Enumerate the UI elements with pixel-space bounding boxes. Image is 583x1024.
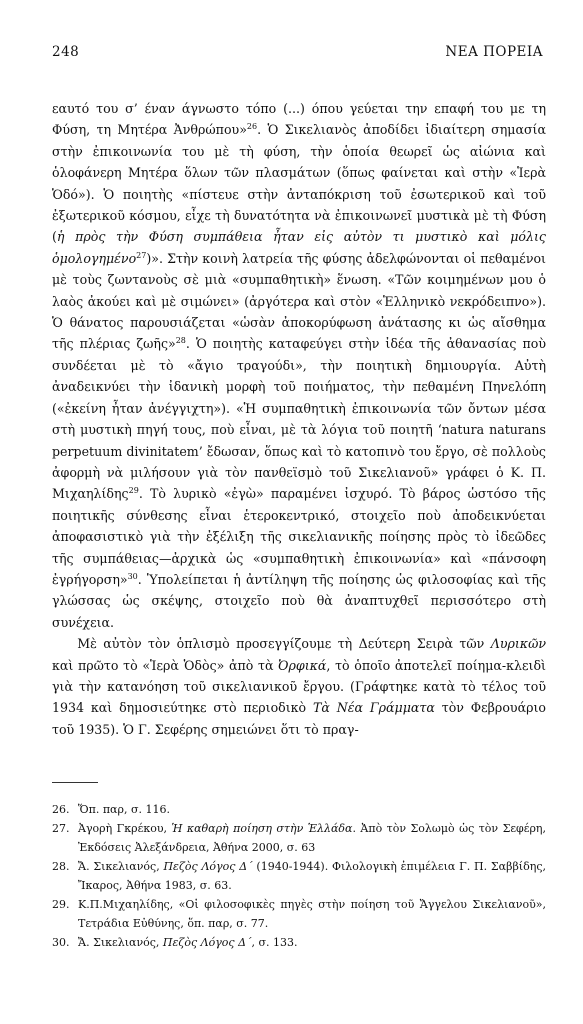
footnote-number: 27. [52, 822, 70, 835]
italic-title: Πεζὸς Λόγος Δ΄ [163, 860, 253, 873]
footnote-ref-30: 30 [127, 571, 138, 581]
text-run: τὸν Φεβρουάριο τοῦ 1935). Ὁ Γ. Σεφέρης σημειώνει ὅτι τὸ πραγ- [52, 700, 546, 737]
paragraph-2 [52, 633, 546, 740]
text-run: Κ.Π.Μιχαηλίδης, «Οἱ φιλοσοφικὲς πηγὲς στὴν ποίηση τοῦ Ἄγγελου Σικελιανοῦ», Τετράδια Εὐθύνης, ὅπ. παρ, σ. 77. [78, 898, 546, 930]
text-run: (1940-1944). Φιλολογικὴ ἐπιμέλεια Γ. Π. Σαββίδης, Ἴκαρος, Ἀθήνα 1983, σ. 63. [78, 860, 546, 892]
text-run: Ἄ. Σικελιανός, [78, 936, 163, 949]
footnote-ref-27: 27 [136, 250, 147, 260]
italic-title: Ἡ καθαρὴ ποίηση στὴν Ἑλλάδα [171, 822, 353, 835]
footnote-text [78, 800, 546, 819]
italic-title: Ὀρφικά [278, 657, 327, 673]
text-run: Ὅπ. παρ, σ. 116. [78, 803, 170, 816]
italic-title: Πεζὸς Λόγος Δ΄ [162, 936, 252, 949]
footnote-number: 29. [52, 898, 70, 911]
footnote-separator [52, 782, 98, 783]
text-run: . Τὸ λυρικὸ «ἐγὼ» παραμένει ἰσχυρό. Τὸ βάρος ὡστόσο τῆς ποιητικῆς σύνθεσης εἶναι ἑτεροκεντρικό, στοιχεῖο ποὺ ἀποδεικνύεται ἀποφασιστικὸ γιὰ τὴν ἐξέλιξη τῆς σικελιανικῆς ποίησης πρὸς τὸ ἰδεῶδες τῆς συμπάθειας—ἀρχικὰ ὡς «συμπαθητικὴ ἐπικοινωνία» καὶ «πάνσοφη ἐγρήγορση» [52, 486, 546, 587]
footnote-text [78, 895, 546, 933]
footnote-ref-29: 29 [128, 486, 139, 496]
italic-title: Τὰ Νέα Γράμματα [313, 700, 435, 716]
footnote-number: 28. [52, 860, 70, 873]
footnote-26 [52, 800, 546, 819]
footnote-number: 26. [52, 803, 70, 816]
footnote-text [78, 857, 546, 895]
footnote-ref-26: 26 [246, 122, 258, 132]
text-run: Ἄ. Σικελιανός, [78, 860, 164, 873]
text-run: , σ. 133. [251, 936, 298, 949]
text-run: , τὸ ὁποῖο ἀποτελεῖ ποίημα-κλειδὶ γιὰ τὴν κατανόηση τοῦ σικελιανικοῦ ἔργου. (Γράφτηκε κατὰ τὸ τέλος τοῦ 1934 καὶ δημοσιεύτηκε στὸ περιοδικὸ [52, 657, 546, 716]
page-header [52, 44, 543, 60]
text-run: . Ὁ Σικελιανὸς ἀποδίδει ἰδιαίτερη σημασία στὴν ἐπικοινωνία του μὲ τὴ φύση, τὴν ὁποία θεωρεῖ ὡς αἰώνια καὶ ὁλοφάνερη Μητέρα ὅλων τῶν πλασμάτων (ὅπως φαίνεται καὶ στὴν «Ἱερὰ Ὁδό»). Ὁ ποιητὴς «πίστευε στὴν ἀνταπόκριση τοῦ ἐσωτερικοῦ καὶ τοῦ ἐξωτερικοῦ κόσμου, εἶχε τὴ δυνατότητα νὰ ἐπικοινωνεῖ μυστικὰ μὲ τὴ Φύση ( [52, 122, 546, 245]
running-title: ΝΕΑ ΠΟΡΕΙΑ [445, 44, 543, 60]
footnote-29 [52, 895, 546, 933]
page-number: 248 [52, 44, 80, 60]
footnote-number: 30. [52, 936, 70, 949]
text-run: Ἀγορὴ Γκρέκου, [78, 822, 172, 835]
italic-quote: ἡ πρὸς τὴν Φύση συμπάθεια ἦταν εἰς αὐτὸν τι μυστικὸ καὶ μόλις ὁμολογημένο [52, 229, 546, 266]
text-run: καὶ πρῶτο τὸ «Ἱερὰ Ὁδὸς» ἀπὸ τὰ [52, 657, 279, 673]
paragraph-1 [52, 98, 546, 633]
text-run: εαυτό του σ’ έναν άγνωστο τόπο (...) όπου γεύεται την επαφή του με τη Φύση, τη Μητέρα Ἀνθρώπου» [52, 101, 546, 138]
footnote-text [78, 933, 546, 952]
footnote-28 [52, 857, 546, 895]
text-run: . Ἀπὸ τὸν Σολωμὸ ὡς τὸν Σεφέρη, Ἐκδόσεις Ἀλεξάνδρεια, Ἀθήνα 2000, σ. 63 [78, 822, 546, 854]
text-run: . Ὑπολείπεται ἡ ἀντίληψη τῆς ποίησης ὡς φιλοσοφίας καὶ τῆς γλώσσας ὡς σκέψης, στοιχεῖο ποὺ θὰ ἀναπτυχθεῖ περισσότερο στὴ συνέχεια. [52, 571, 546, 630]
footnote-30 [52, 933, 546, 952]
footnote-text [78, 819, 546, 857]
italic-title: Λυρικῶν [490, 636, 546, 652]
text-run: . Ὁ ποιητὴς καταφεύγει στὴν ἰδέα τῆς ἀθανασίας ποὺ συνδέεται μὲ τὸ «ἄγιο τραγούδι», τὴν ποιητικὴ δημιουργία. Αὐτὴ ἀναδεικνύει τὴν ἰδανικὴ μορφὴ τοῦ ποιήματος, τὴν πεθαμένη Πηνελόπη («ἐκείνη ἦταν ἀνέγγιχτη»). «Ἡ συμπαθητικὴ ἐπικοινωνία τῶν ὄντων μέσα στὴ μυστικὴ πηγή τους, ποὺ εἶναι, μὲ τὰ λόγια τοῦ ποιητῆ ‘natura naturans perpetuum divinitatem’ ἔδωσαν, ὅπως καὶ τὸ κατοπινὸ του ἔργο, σὲ πολλοὺς ἀφορμὴ νὰ μιλήσουν γιὰ τὸν πανθεϊσμὸ τοῦ Σικελιανοῦ» γράφει ὁ Κ. Π. Μιχαηλίδης [52, 336, 546, 502]
footnote-ref-28: 28 [175, 336, 186, 346]
body-text [52, 98, 546, 740]
text-run: Μὲ αὐτὸν τὸν ὁπλισμὸ προσεγγίζουμε τὴ Δεύτερη Σειρὰ τῶν [77, 636, 491, 652]
footnote-27 [52, 819, 546, 857]
text-run: )». Στὴν κοινὴ λατρεία τῆς φύσης ἀδελφώνονται οἱ πεθαμένοι μὲ τοὺς ζωντανοὺς σὲ μιὰ «συμπαθητικὴ» ἕνωση. «Τῶν κοιμημένων μου ὁ λαὸς ἀκούει καὶ μὲ σιμώνει» (ἀργότερα καὶ στὸν «Ἑλληνικὸ νεκρόδειπνο»). Ὁ θάνατος παρουσιάζεται «ὡσὰν ἀποκορύφωση ἀνάτασης κι ὡς αἴσθημα τῆς πλέριας ζωῆς» [52, 250, 546, 352]
footnotes [52, 800, 546, 952]
